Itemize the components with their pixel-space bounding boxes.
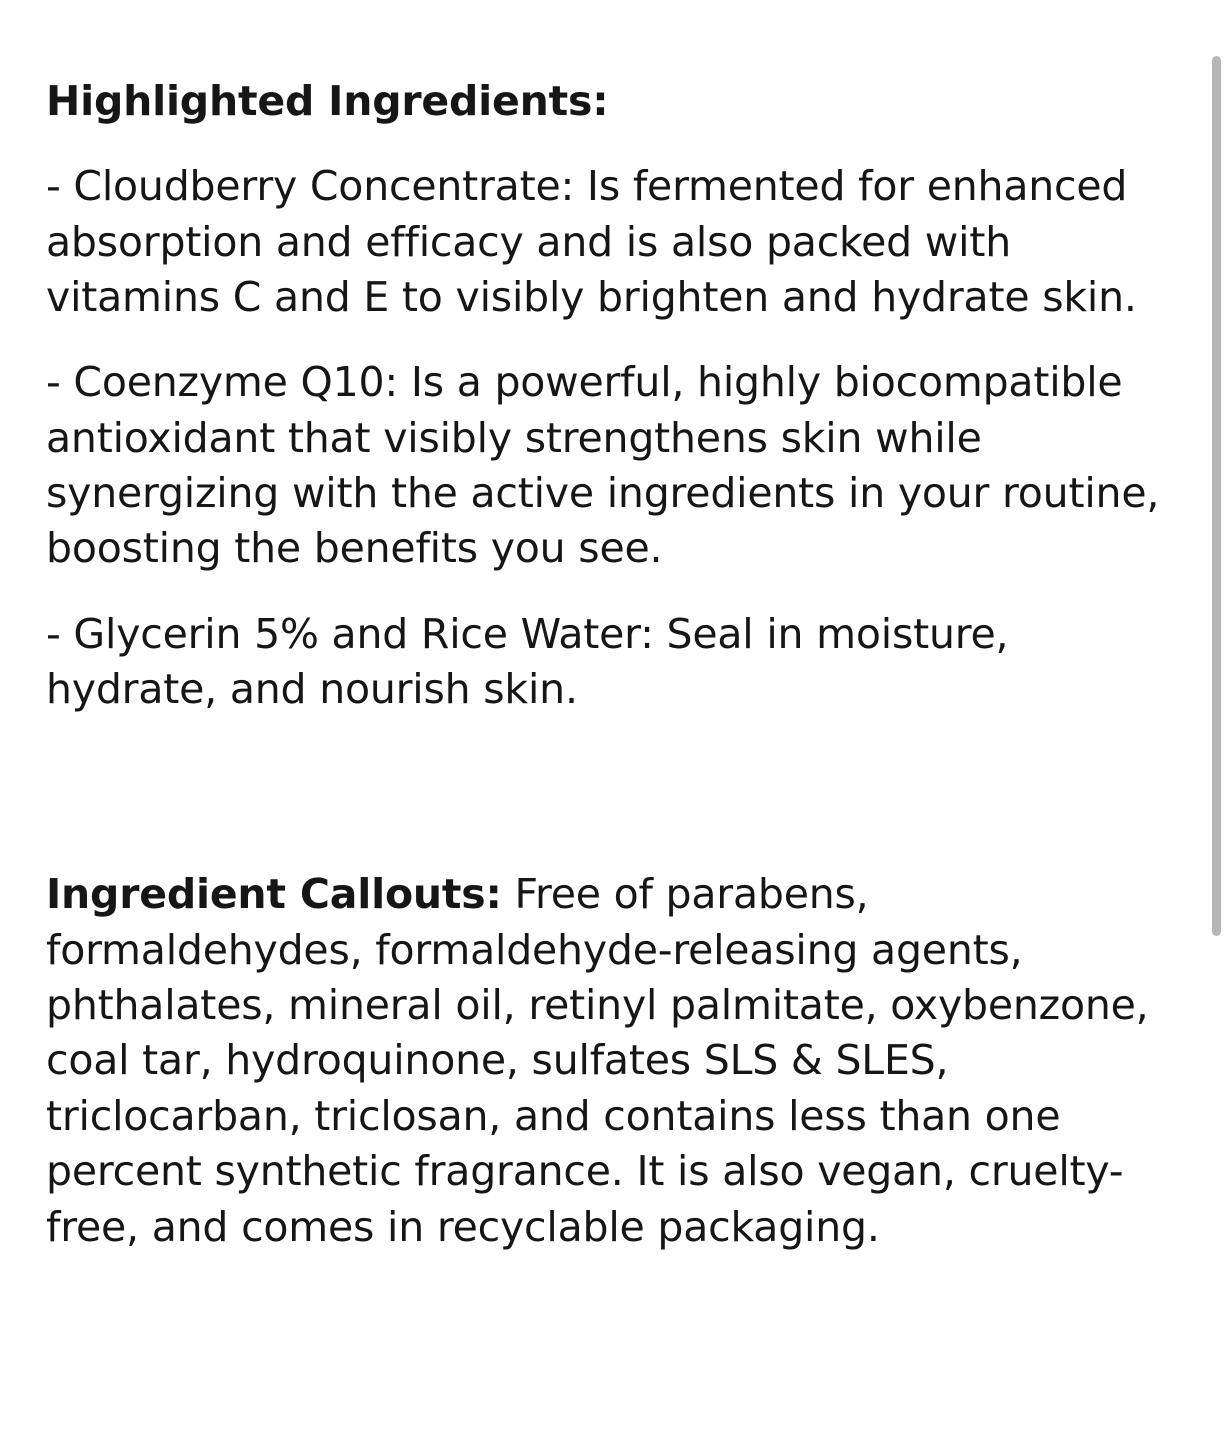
ingredient-item-cloudberry: - Cloudberry Concentrate: Is fermented for enhanced absorption and efficacy and is also packed with vitamins C and E to visibly brighten and hydrate skin.	[46, 162, 1137, 322]
ingredient-callouts-paragraph	[46, 867, 1173, 1254]
ingredient-item-coenzyme-q10: - Coenzyme Q10: Is a powerful, highly biocompatible antioxidant that visibly strengthens skin while synergizing with the active ingredients in your routine, boosting the benefits you see.	[46, 358, 1160, 573]
scrollbar-thumb[interactable]	[1212, 56, 1221, 936]
ingredient-item-glycerin-rice-water: - Glycerin 5% and Rice Water: Seal in moisture, hydrate, and nourish skin.	[46, 609, 1009, 714]
section-spacer	[46, 717, 1173, 867]
ingredient-callouts-text: Free of parabens, formaldehydes, formaldehyde-releasing agents, phthalates, mineral oil, retinyl palmitate, oxybenzone, coal tar, hydroquinone, sulfates SLS & SLES, triclocarban, triclosan, and contains less than one percent synthetic fragrance. It is also vegan, cruelty-free, and comes in recyclable packaging.	[46, 870, 1149, 1251]
ingredient-callouts-label: Ingredient Callouts:	[46, 870, 502, 919]
highlighted-ingredients-heading: Highlighted Ingredients:	[46, 77, 609, 125]
